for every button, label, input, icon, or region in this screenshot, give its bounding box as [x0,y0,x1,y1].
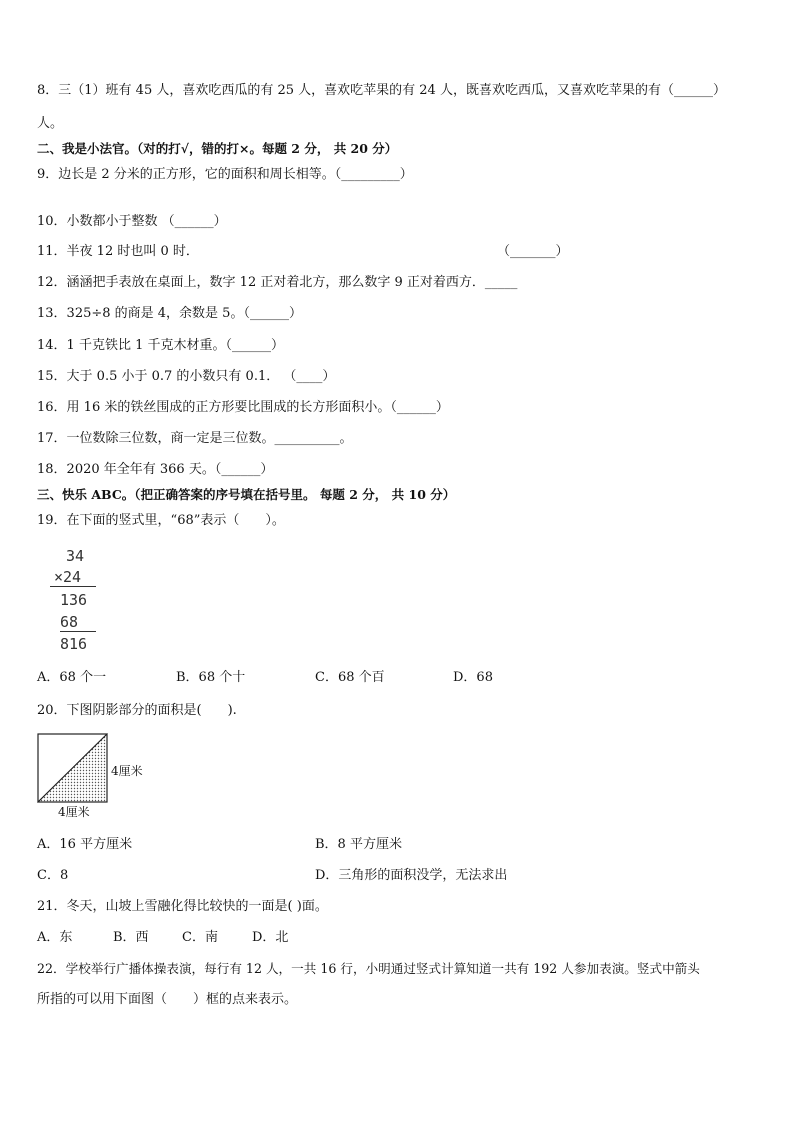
question-15: 15．大于 0.5 小于 0.7 的小数只有 0.1． （____） [37,369,336,384]
question-22-line-1: 22．学校举行广播体操表演，每行有 12 人，一共 16 行，小明通过竖式计算知道一共有 192 人参加表演。竖式中箭头 [37,961,700,976]
question-8-line-2: 人。 [37,116,64,131]
question-13: 13．325÷8 的商是 4，余数是 5。（______） [37,306,302,321]
q20-option-d[interactable]: D．三角形的面积没学，无法求出 [315,868,508,883]
section-2-heading: 二、我是小法官。（对的打√，错的打×。每题 2 分， 共 20 分） [37,141,398,156]
question-16: 16．用 16 米的铁丝围成的正方形要比围成的长方形面积小。（______） [37,400,449,415]
question-18: 18．2020 年全年有 366 天。（______） [37,462,274,477]
calc-multiplier: ×24 [54,568,82,586]
q21-option-d[interactable]: D．北 [252,930,289,945]
q21-option-c[interactable]: C．南 [182,930,218,945]
calc-partial-2: 68 [60,613,79,631]
question-9: 9．边长是 2 分米的正方形，它的面积和周长相等。（_________） [37,167,413,182]
vertical-multiplication [46,547,106,657]
figure-label-right: 4厘米 [111,764,143,778]
q21-option-a[interactable]: A．东 [37,930,73,945]
calc-partial-1: 136 [60,591,88,609]
question-11-answer-blank[interactable]: （_______） [497,244,569,259]
question-20-stem: 20．下图阴影部分的面积是( ). [37,703,237,718]
calc-rule-1 [50,586,96,587]
question-8-line-1: 8．三（1）班有 45 人，喜欢吃西瓜的有 25 人，喜欢吃苹果的有 24 人，既喜欢吃西瓜，又喜欢吃苹果的有（______） [37,83,726,98]
question-12: 12．涵涵把手表放在桌面上，数字 12 正对着北方，那么数字 9 正对着西方．_____ [37,275,518,290]
q19-option-d[interactable]: D．68 [453,670,493,685]
section-3-heading: 三、快乐 ABC。（把正确答案的序号填在括号里。 每题 2 分， 共 10 分） [37,487,456,502]
question-17: 17．一位数除三位数，商一定是三位数。__________。 [37,431,353,446]
question-14: 14．1 千克铁比 1 千克木材重。（______） [37,338,284,353]
q20-option-c[interactable]: C．8 [37,868,69,883]
question-21-stem: 21．冬天，山坡上雪融化得比较快的一面是( )面。 [37,899,328,914]
question-22-line-2: 所指的可以用下面图（ ）框的点来表示。 [37,992,298,1007]
question-19-stem: 19．在下面的竖式里，“68”表示（ ）。 [37,513,285,528]
figure-label-bottom: 4厘米 [58,805,90,819]
calc-multiplicand: 34 [66,547,85,565]
q19-option-a[interactable]: A．68 个一 [37,670,107,685]
question-11: 11．半夜 12 时也叫 0 时． [37,244,199,259]
q19-option-c[interactable]: C．68 个百 [315,670,385,685]
q20-option-b[interactable]: B．8 平方厘米 [315,837,402,852]
q19-option-b[interactable]: B．68 个十 [176,670,246,685]
calc-product: 816 [60,635,88,653]
q21-option-b[interactable]: B．西 [113,930,149,945]
calc-rule-2 [60,631,96,632]
question-10: 10．小数都小于整数 （______） [37,214,227,229]
q20-option-a[interactable]: A．16 平方厘米 [37,837,133,852]
